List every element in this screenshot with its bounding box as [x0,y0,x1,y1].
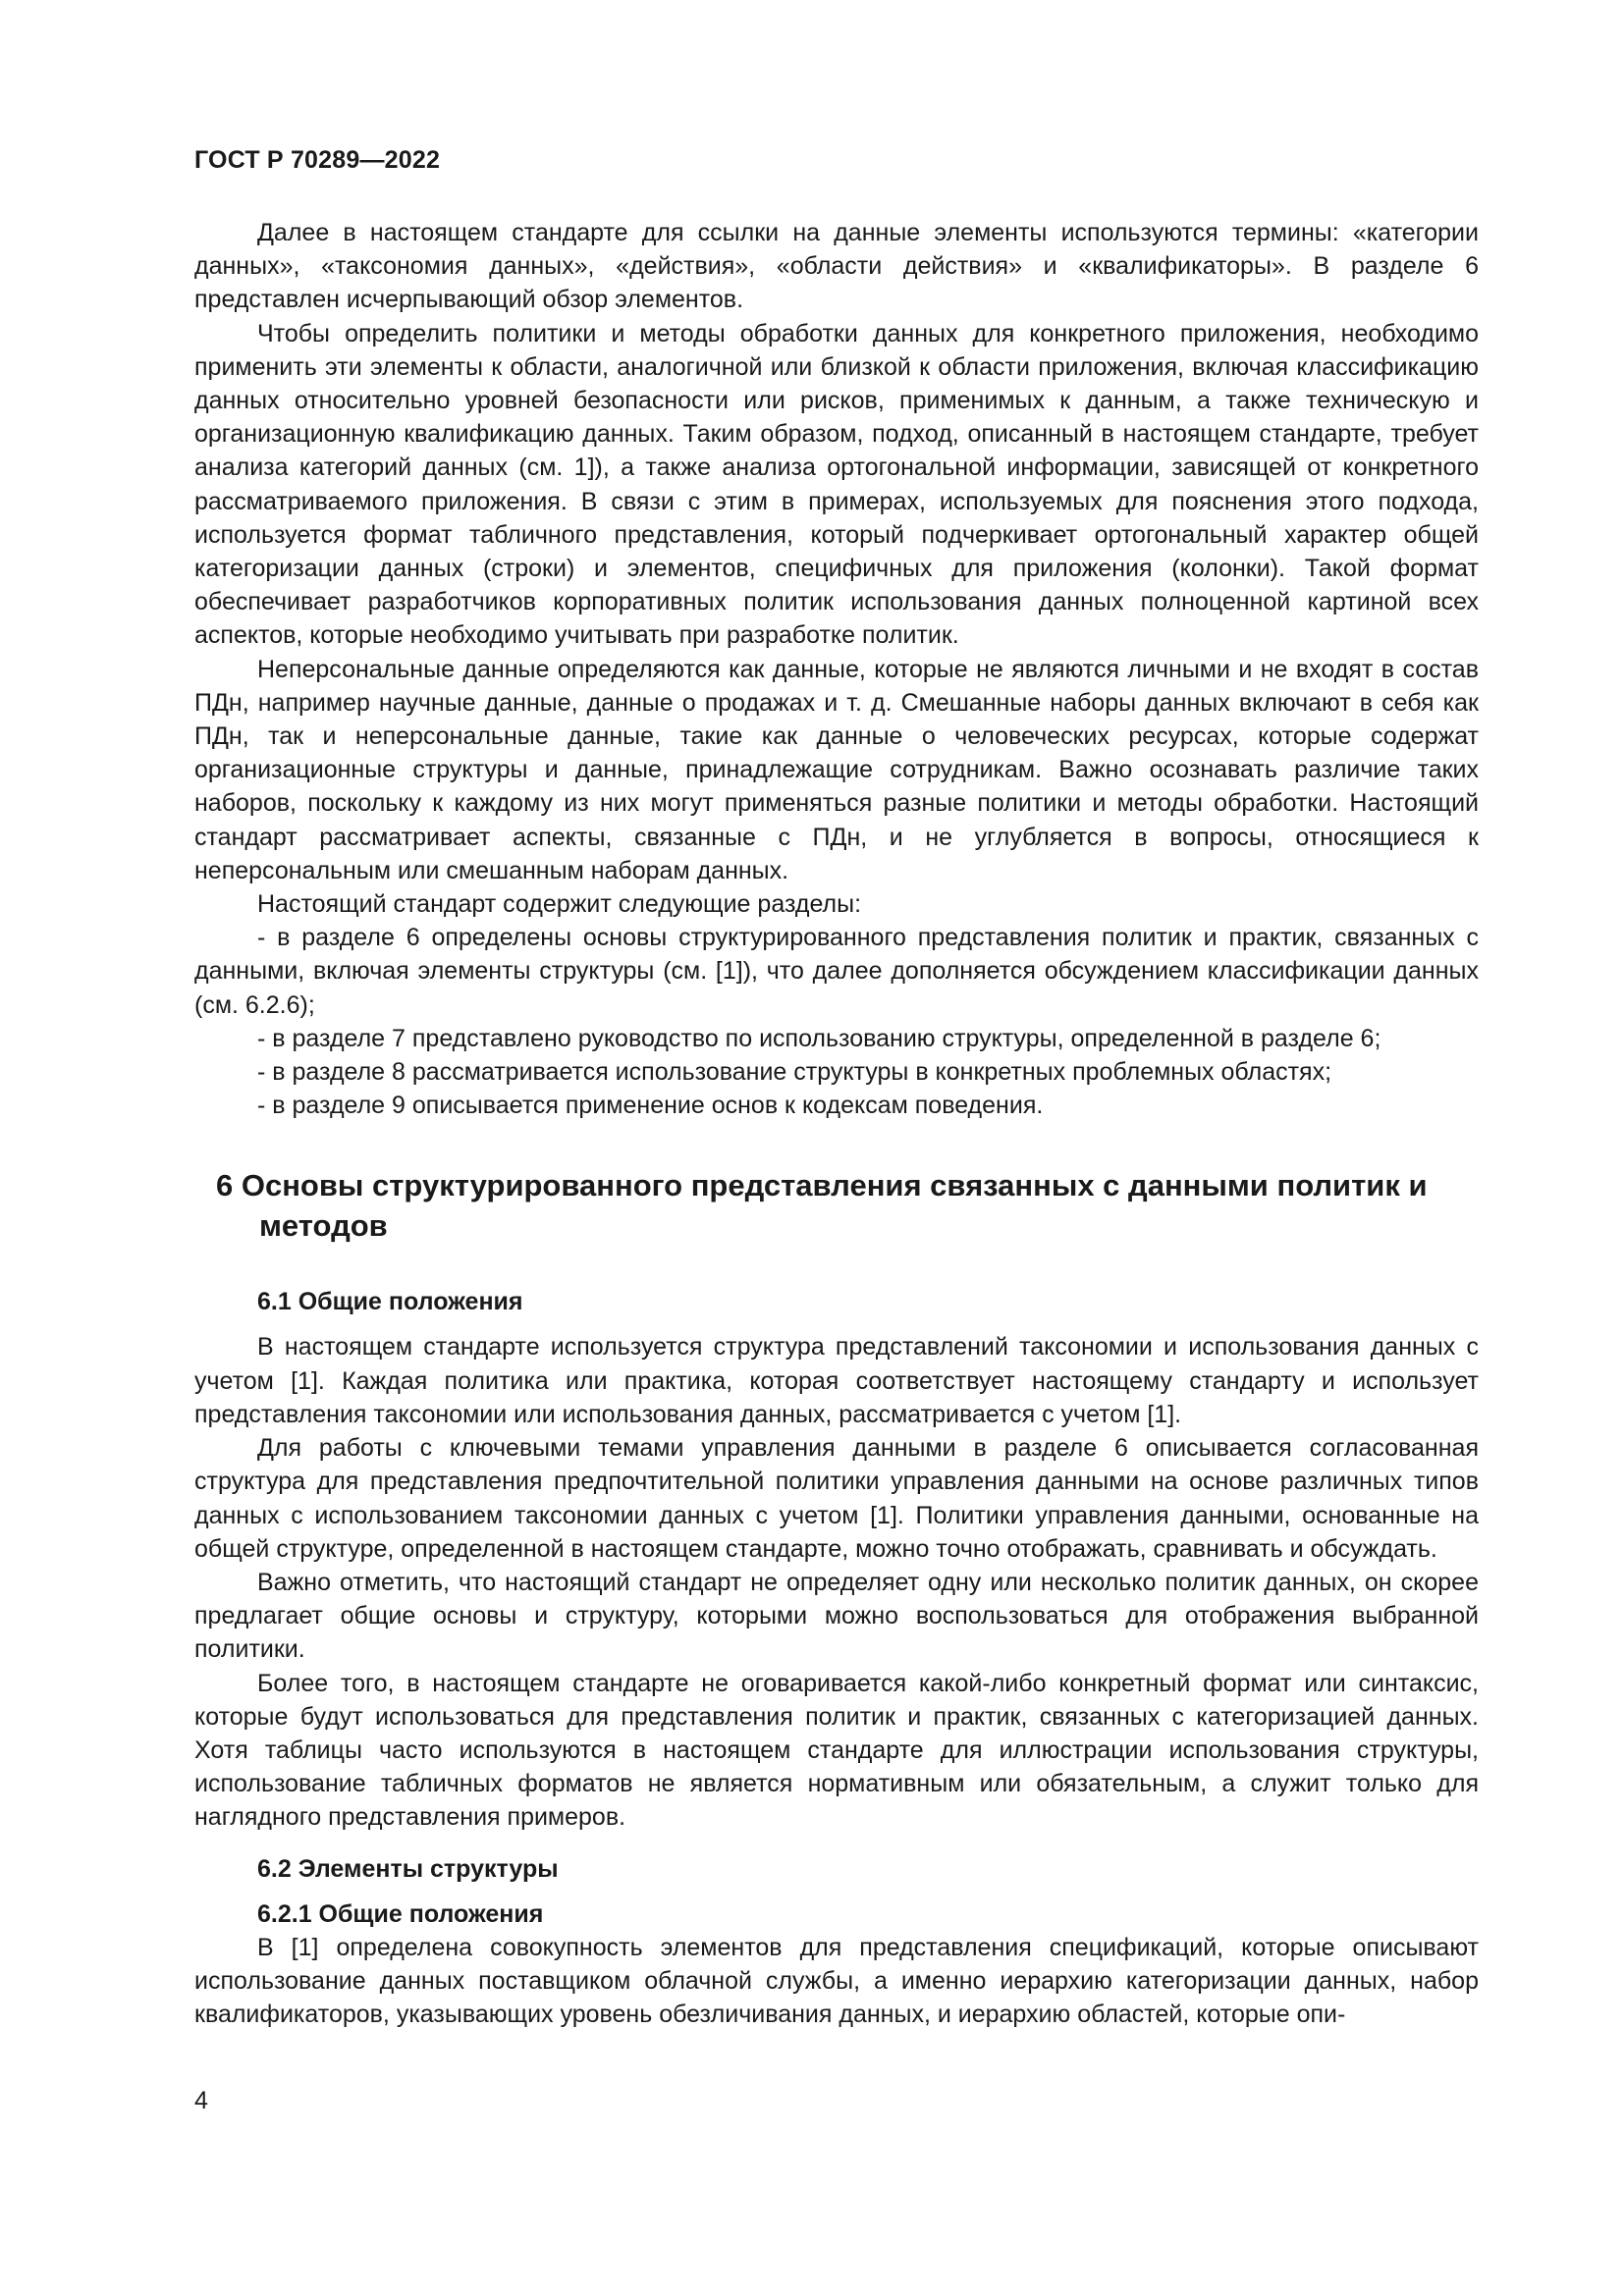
section-6-1-paragraph-3: Важно отметить, что настоящий стандарт не определяет одну или несколько политик данных, он скорее предлагает общие основы и структуру, которыми можно воспользоваться для отображения выбранной политики. [194,1568,1479,1664]
intro-paragraph-2: Чтобы определить политики и методы обработки данных для конкретного приложения, необходимо применить эти элементы к области, аналогичной или близкой к области приложения, включая классификацию данных относительно уровней безопасности или рисков, применимых к данным, а также техническую и организационную квалификацию данных. Таким образом, подход, описанный в настоящем стандарте, требует анализа категорий данных (см. 1]), а также анализа ортогональной информации, зависящей от конкретного рассматриваемого приложения. В связи с этим в примерах, используемых для пояснения этого подхода, используется формат табличного представления, который подчеркивает ортогональный характер общей категоризации данных (строки) и элементов, специфичных для приложения (колонки). Такой формат обеспечивает разработчиков корпоративных политик использования данных полноценной картиной всех аспектов, которые необходимо учитывать при разработке политик. [194,319,1479,650]
section-6-2-1-heading: 6.2.1 Общие положения [257,1899,544,1928]
section-6-2-heading: 6.2 Элементы структуры [257,1854,559,1883]
list-item: - в разделе 8 рассматривается использование структуры в конкретных проблемных областях; [257,1058,1332,1087]
document-page [194,145,1479,2031]
list-item: - в разделе 6 определены основы структурированного представления политик и практик, связанных с данными, включая элементы структуры (см. [1]), что далее дополняется обсуждением классификации данных (см. 6.2.6); [194,924,1479,1019]
list-item: - в разделе 7 представлено руководство по использованию структуры, определенной в разделе 6; [257,1024,1381,1052]
section-6-1-paragraph-4: Более того, в настоящем стандарте не оговаривается какой-либо конкретный формат или синтаксис, которые будут использоваться для представления политик и практик, связанных с категоризацией данных. Хотя таблицы часто используются в настоящем стандарте для иллюстрации использования структуры, использование табличных форматов не является нормативным или обязательным, а служит только для наглядного представления примеров. [194,1669,1479,1832]
document-header: ГОСТ Р 70289—2022 [194,146,441,174]
list-item: - в разделе 9 описывается применение основ к кодексам поведения. [257,1092,1044,1120]
section-6-heading: 6 Основы структурированного представления связанных с данными политик и методов [216,1168,1428,1244]
sections-list [194,921,1479,1122]
section-6-1-paragraph-2: Для работы с ключевыми темами управления данными в разделе 6 описывается согласованная структура для представления предпочтительной политики управления данными на основе различных типов данных с использованием таксономии данных с учетом [1]. Политики управления данными, основанные на общей структуре, определенной в настоящем стандарте, можно точно отображать, сравнивать и обсуждать. [194,1434,1479,1563]
intro-paragraph-1: Далее в настоящем стандарте для ссылки на данные элементы используются термины: «категории данных», «таксономия данных», «действия», «области действия» и «квалификаторы». В разделе 6 представлен исчерпывающий обзор элементов. [194,219,1479,314]
intro-paragraph-3: Неперсональные данные определяются как данные, которые не являются личными и не входят в состав ПДн, например научные данные, данные о продажах и т. д. Смешанные наборы данных включают в себя как ПДн, так и неперсональные данные, такие как данные о человеческих ресурсах, которые содержат организационные структуры и данные, принадлежащие сотрудникам. Важно осознавать различие таких наборов, поскольку к каждому из них могут применяться разные политики и методы обработки. Настоящий стандарт рассматривает аспекты, связанные с ПДн, и не углубляется в вопросы, относящиеся к неперсональным или смешанным наборам данных. [194,655,1479,884]
section-6-2-1-paragraph-1: В [1] определена совокупность элементов для представления спецификаций, которые описывают использование данных поставщиком облачной службы, а именно иерархию категоризации данных, набор квалификаторов, указывающих уровень обезличивания данных, и иерархию областей, которые опи- [194,1933,1479,2028]
section-6-1-heading: 6.1 Общие положения [257,1288,523,1316]
page-number: 4 [194,2087,208,2114]
intro-paragraph-4: Настоящий стандарт содержит следующие разделы: [257,890,862,919]
section-6-1-paragraph-1: В настоящем стандарте используется структура представлений таксономии и использования данных с учетом [1]. Каждая политика или практика, которая соответствует настоящему стандарту и использует представления таксономии или использования данных, рассматривается с учетом [1]. [194,1333,1479,1428]
